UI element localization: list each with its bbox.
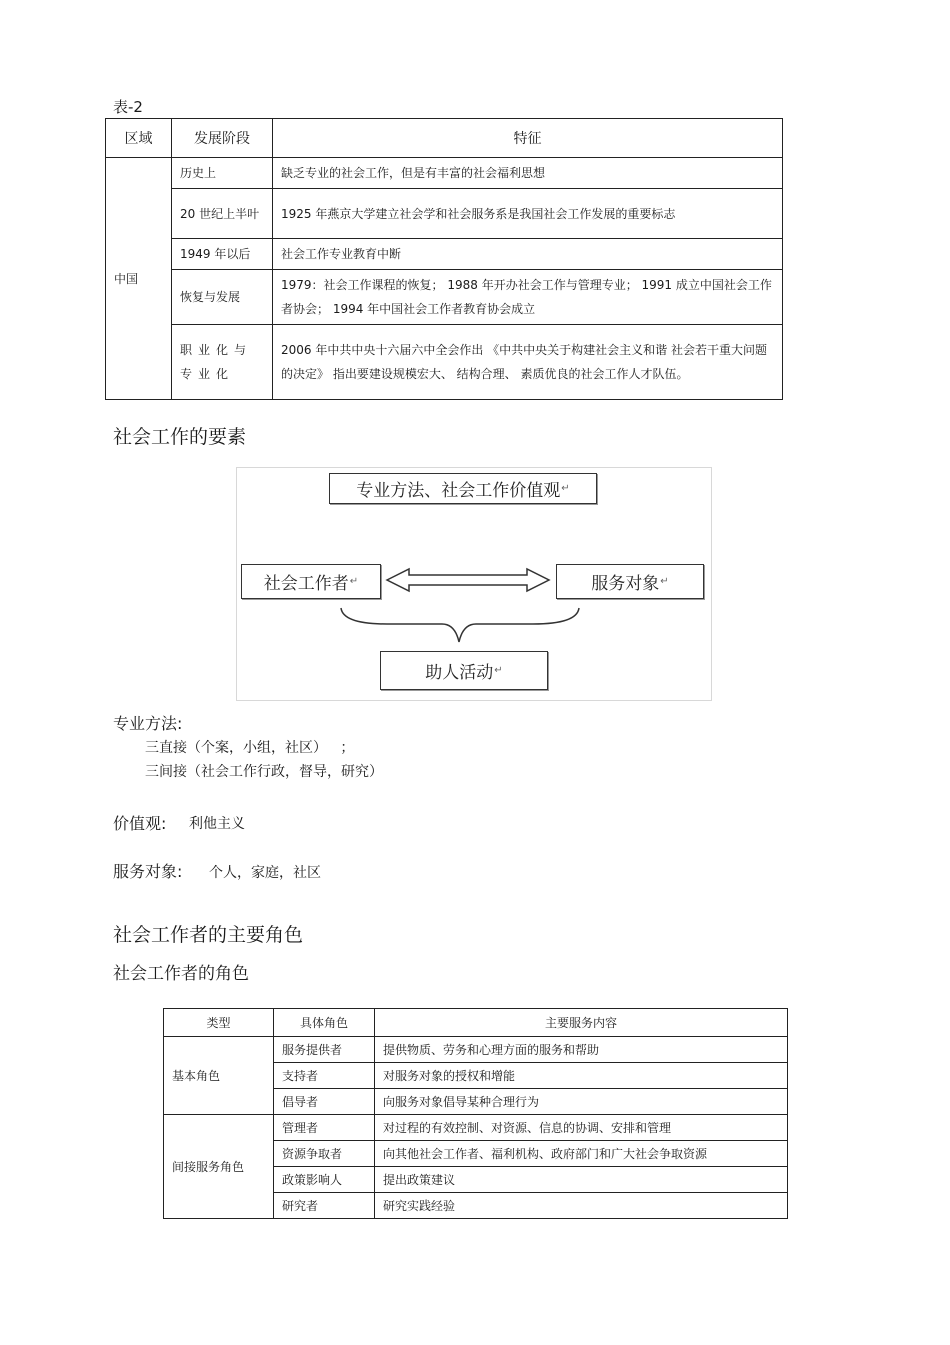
- header-feature: 特征: [273, 119, 783, 158]
- table-row: [106, 325, 783, 400]
- methods-indirect: 三间接（社会工作行政，督导，研究）: [145, 764, 383, 780]
- diagram-connectors: [237, 468, 711, 700]
- stage-cell: 历史上: [172, 158, 273, 189]
- content-cell: 提供物质、劳务和心理方面的服务和帮助: [375, 1037, 788, 1063]
- table-header-row: [106, 119, 783, 158]
- header-type: 类型: [164, 1009, 274, 1037]
- section-heading-elements: 社会工作的要素: [113, 426, 247, 448]
- stage-cell: 1949 年以后: [172, 239, 273, 270]
- clients-text: 个人，家庭，社区: [209, 865, 321, 881]
- type-cell: 基本角色: [164, 1037, 274, 1115]
- roles-table: [163, 1008, 788, 1219]
- double-arrow-icon: [387, 569, 549, 591]
- diagram-label: 助人活动: [425, 663, 494, 683]
- diagram-label: 专业方法、社会工作价值观: [356, 481, 561, 501]
- role-cell: 倡导者: [274, 1089, 375, 1115]
- table-header-row: [164, 1009, 788, 1037]
- content-cell: 对服务对象的授权和增能: [375, 1063, 788, 1089]
- content-cell: 向服务对象倡导某种合理行为: [375, 1089, 788, 1115]
- stage-cell: 恢复与发展: [172, 270, 273, 325]
- content-cell: 提出政策建议: [375, 1167, 788, 1193]
- methods-label: 专业方法:: [113, 714, 183, 733]
- feature-cell: 社会工作专业教育中断: [273, 239, 783, 270]
- feature-cell: 缺乏专业的社会工作，但是有丰富的社会福利思想: [273, 158, 783, 189]
- return-mark: ↵: [660, 576, 669, 587]
- content-cell: 研究实践经验: [375, 1193, 788, 1219]
- table-row: [106, 239, 783, 270]
- return-mark: ↵: [561, 483, 570, 494]
- section-heading-roles: 社会工作者的主要角色: [113, 924, 304, 946]
- role-cell: 管理者: [274, 1115, 375, 1141]
- curly-brace-icon: [341, 608, 579, 642]
- header-content: 主要服务内容: [375, 1009, 788, 1037]
- stage-cell: 20 世纪上半叶: [172, 189, 273, 239]
- role-cell: 服务提供者: [274, 1037, 375, 1063]
- header-role: 具体角色: [274, 1009, 375, 1037]
- section-subheading-roles: 社会工作者的角色: [113, 964, 249, 984]
- table-row: [164, 1037, 788, 1063]
- elements-diagram: [236, 467, 712, 701]
- table-row: [106, 270, 783, 325]
- header-region: 区域: [106, 119, 172, 158]
- type-cell: 间接服务角色: [164, 1115, 274, 1219]
- role-cell: 资源争取者: [274, 1141, 375, 1167]
- table-row: [106, 189, 783, 239]
- table-row: [164, 1115, 788, 1141]
- diagram-label: 服务对象: [591, 574, 660, 594]
- return-mark: ↵: [349, 576, 359, 587]
- content-cell: 对过程的有效控制、对资源、信息的协调、安排和管理: [375, 1115, 788, 1141]
- feature-cell: 1979：社会工作课程的恢复； 1988 年开办社会工作与管理专业； 1991 成立中国社会工作者协会； 1994 年中国社会工作者教育协会成立: [273, 270, 783, 325]
- return-mark: ↵: [494, 665, 503, 676]
- role-cell: 政策影响人: [274, 1167, 375, 1193]
- diagram-label: 社会工作者: [263, 574, 349, 594]
- development-stages-table: [105, 118, 783, 400]
- header-stage: 发展阶段: [172, 119, 273, 158]
- stage-cell: 职业化与专业化: [172, 325, 273, 400]
- role-cell: 研究者: [274, 1193, 375, 1219]
- table-row: [106, 158, 783, 189]
- table1-caption: 表-2: [113, 98, 143, 116]
- feature-cell: 2006 年中共中央十六届六中全会作出 《中共中央关于构建社会主义和谐 社会若干重大问题的决定》 指出要建设规模宏大、 结构合理、 素质优良的社会工作人才队伍。: [273, 325, 783, 400]
- values-text: 利他主义: [189, 816, 245, 832]
- feature-cell: 1925 年燕京大学建立社会学和社会服务系是我国社会工作发展的重要标志: [273, 189, 783, 239]
- region-cell: 中国: [106, 158, 172, 400]
- clients-label: 服务对象:: [113, 862, 183, 881]
- values-label: 价值观:: [113, 814, 167, 833]
- role-cell: 支持者: [274, 1063, 375, 1089]
- content-cell: 向其他社会工作者、福利机构、政府部门和广大社会争取资源: [375, 1141, 788, 1167]
- methods-direct: 三直接（个案，小组，社区） ；: [145, 740, 355, 756]
